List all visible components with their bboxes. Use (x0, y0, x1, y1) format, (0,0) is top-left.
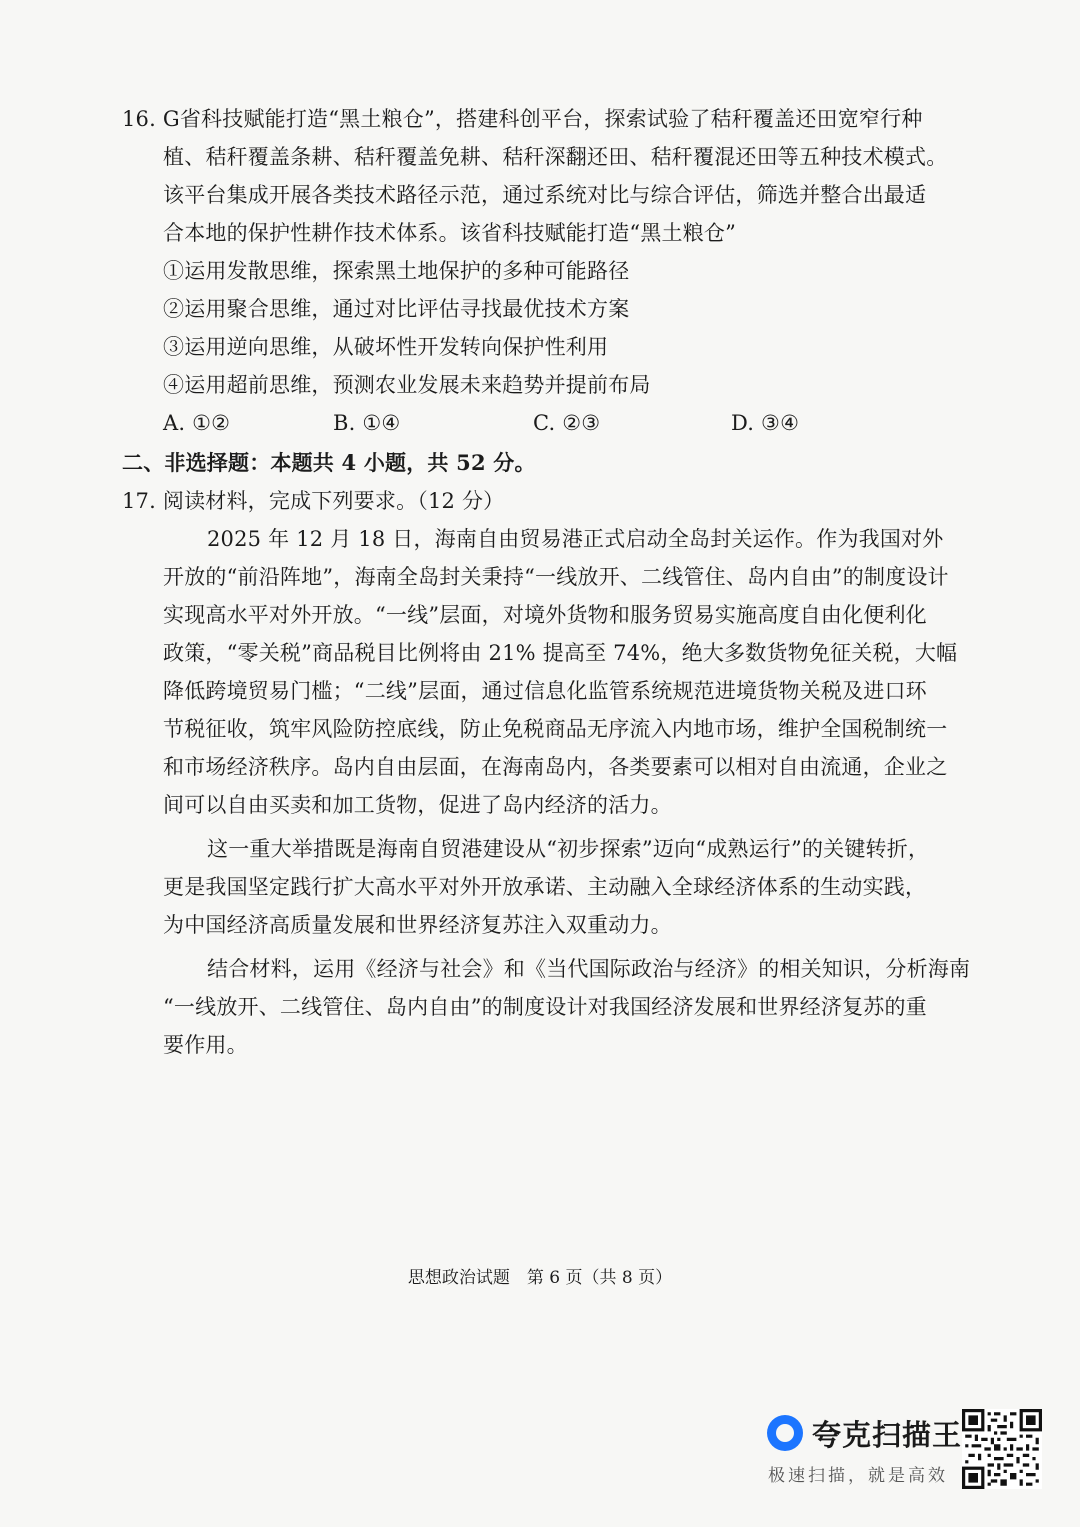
watermark-subtitle: 极速扫描，就是高效 (768, 1466, 948, 1486)
q16-statement-2: ②运用聚合思维，通过对比评估寻找最优技术方案 (163, 297, 630, 321)
option-b[interactable]: B. ①④ (333, 411, 401, 435)
q16-line-2: 植、秸秆覆盖条耕、秸秆覆盖免耕、秸秆深翻还田、秸秆覆混还田等五种技术模式。 (163, 145, 948, 169)
quark-logo-icon (767, 1415, 803, 1451)
q17-p2-line: 更是我国坚定践行扩大高水平对外开放承诺、主动融入全球经济体系的生动实践， (163, 875, 927, 899)
q16-statement-3: ③运用逆向思维，从破坏性开发转向保护性利用 (163, 335, 609, 359)
q17-p1-line: 和市场经济秩序。岛内自由层面，在海南岛内，各类要素可以相对自由流通，企业之 (163, 755, 948, 779)
option-c[interactable]: C. ②③ (533, 411, 601, 435)
q17-p2-line: 为中国经济高质量发展和世界经济复苏注入双重动力。 (163, 913, 672, 937)
q17-p3-line: “一线放开、二线管住、岛内自由”的制度设计对我国经济发展和世界经济复苏的重 (163, 995, 927, 1019)
q17-p1-line: 2025 年 12 月 18 日，海南自由贸易港正式启动全岛封关运作。作为我国对外 (207, 527, 944, 551)
watermark-title: 夸克扫描王 (812, 1418, 963, 1452)
section-heading: 二、非选择题：本题共 4 小题，共 52 分。 (122, 450, 536, 475)
q17-p2-line: 这一重大举措既是海南自贸港建设从“初步探索”迈向“成熟运行”的关键转折， (207, 837, 930, 861)
q17-p1-line: 开放的“前沿阵地”，海南全岛封关秉持“一线放开、二线管住、岛内自由”的制度设计 (163, 565, 949, 589)
option-d[interactable]: D. ③④ (731, 411, 800, 435)
q17-p1-line: 节税征收，筑牢风险防控底线，防止免税商品无序流入内地市场，维护全国税制统一 (163, 717, 948, 741)
option-a[interactable]: A. ①② (163, 411, 231, 435)
q16-line-1: 16. G省科技赋能打造“黑土粮仓”，搭建科创平台，探索试验了秸秆覆盖还田宽窄行种 (122, 107, 923, 131)
q17-p1-line: 政策，“零关税”商品税目比例将由 21% 提高至 74%，绝大多数货物免征关税，大幅 (163, 641, 958, 665)
q16-line-4: 合本地的保护性耕作技术体系。该省科技赋能打造“黑土粮仓” (163, 221, 737, 245)
q16-statement-1: ①运用发散思维，探索黑土地保护的多种可能路径 (163, 259, 630, 283)
q16-options (163, 408, 863, 438)
q16-line-3: 该平台集成开展各类技术路径示范，通过系统对比与综合评估，筛选并整合出最适 (163, 183, 927, 207)
q17-p3-line: 结合材料，运用《经济与社会》和《当代国际政治与经济》的相关知识，分析海南 (207, 957, 971, 981)
q17-title: 17. 阅读材料，完成下列要求。（12 分） (122, 489, 505, 513)
qr-code-icon (962, 1409, 1042, 1489)
page-footer: 思想政治试题 第 6 页（共 8 页） (407, 1268, 673, 1288)
q16-statement-4: ④运用超前思维，预测农业发展未来趋势并提前布局 (163, 373, 651, 397)
q17-p3-line: 要作用。 (163, 1033, 248, 1057)
scanner-watermark (762, 1405, 1052, 1500)
q17-p1-line: 实现高水平对外开放。“一线”层面，对境外货物和服务贸易实施高度自由化便利化 (163, 603, 927, 627)
q17-p1-line: 降低跨境贸易门槛；“二线”层面，通过信息化监管系统规范进境货物关税及进口环 (163, 679, 927, 703)
q17-p1-line: 间可以自由买卖和加工货物，促进了岛内经济的活力。 (163, 793, 672, 817)
